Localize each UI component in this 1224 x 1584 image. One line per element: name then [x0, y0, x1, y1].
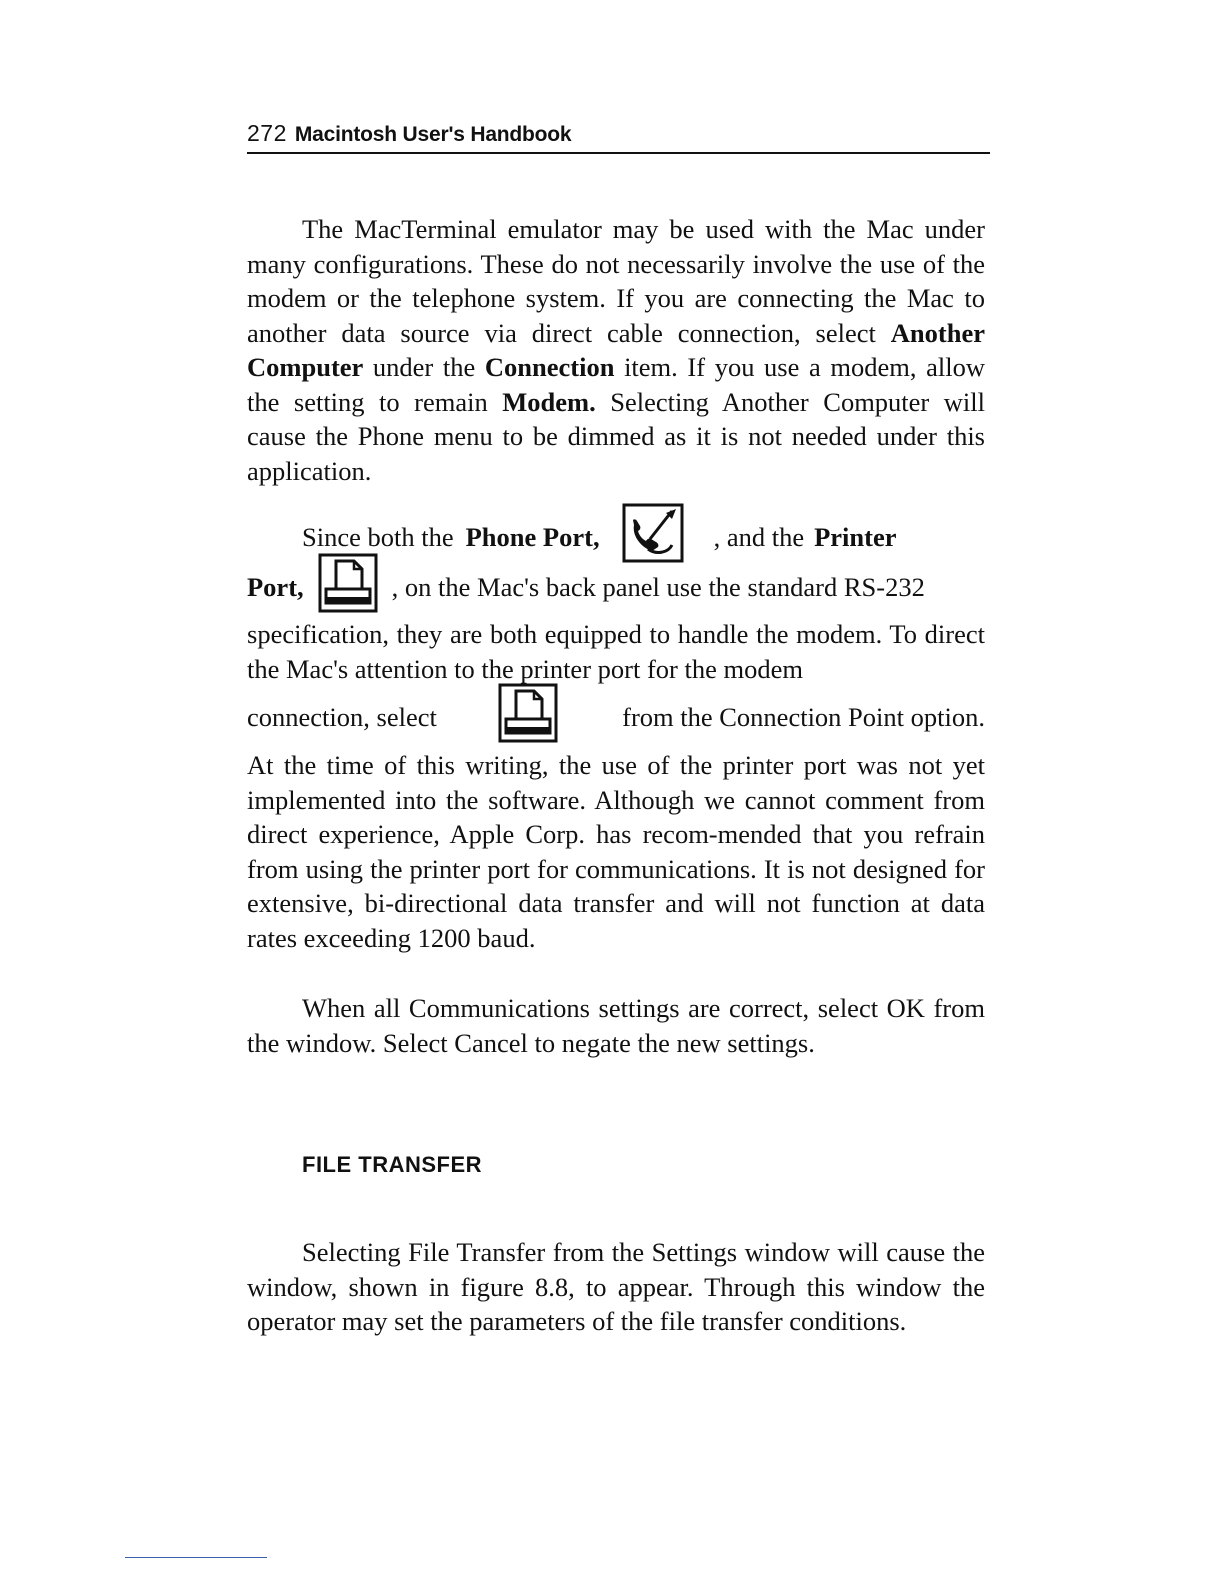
text-run: At the time of this writing, the use of the printer port was not yet implemented into the software. Although we cannot comment from direct experience, Apple Corp. has recom-mended that you refrain from using the printer port for communications. It is not designed for extensive, bi-directional data transfer and will not function at data rates exceeding 1200 baud. [247, 750, 985, 953]
text-run: under the [363, 352, 485, 382]
bold-connection: Connection [484, 352, 615, 382]
text-run: from the Connection Point option. [622, 701, 985, 732]
page-number: 272 [247, 120, 287, 146]
text-run: connection, select [247, 701, 437, 732]
printer-port-icon [318, 553, 378, 622]
paragraph-macterminal [247, 212, 985, 488]
paragraph2-select-line [247, 686, 985, 748]
bold-modem: Modem. [502, 386, 596, 417]
bold-another-computer: Another Computer [247, 317, 985, 382]
bold-port: Port, [247, 571, 304, 602]
text-run: Selecting Another Computer will cause the Phone menu to be dimmed as it is not needed under this application. [247, 386, 985, 486]
bold-phone-port: Phone Port, [465, 521, 600, 552]
paragraph-file-transfer: Selecting File Transfer from the Settings window will cause the window, shown in figure 8.8, to appear. Through this window the operator may set the parameters of the file transfer conditions. [247, 1237, 985, 1336]
paragraph-settings-correct: When all Communications settings are correct, select OK from the window. Select Cancel to negate the new settings. [247, 993, 985, 1058]
bold-printer: Printer [814, 521, 897, 552]
text-run: specification, they are both equipped to handle the modem. To direct the Mac's attention to the printer port for the modem [247, 619, 985, 684]
paragraph2-tail [247, 748, 985, 955]
paragraph2-line2 [247, 556, 985, 618]
page-header [247, 118, 990, 154]
text-run: , and the [713, 521, 805, 552]
section-heading: FILE TRANSFER [302, 1152, 483, 1177]
text-run: Since both the [302, 521, 454, 552]
book-title: Macintosh User's Handbook [294, 123, 572, 146]
footnote-rule [125, 1557, 267, 1558]
printer-port-icon [498, 683, 558, 752]
text-run: item. If you use a modem, allow the setting to remain [247, 352, 985, 417]
paragraph2-middle [247, 617, 985, 686]
text-run: The MacTerminal emulator may be used with the Mac under many configurations. These do not necessarily involve the use of the modem or the telephone system. If you are connecting the Mac to another data source via direct cable connection, select [247, 214, 985, 348]
text-run: , on the Mac's back panel use the standard RS-232 [391, 571, 925, 602]
